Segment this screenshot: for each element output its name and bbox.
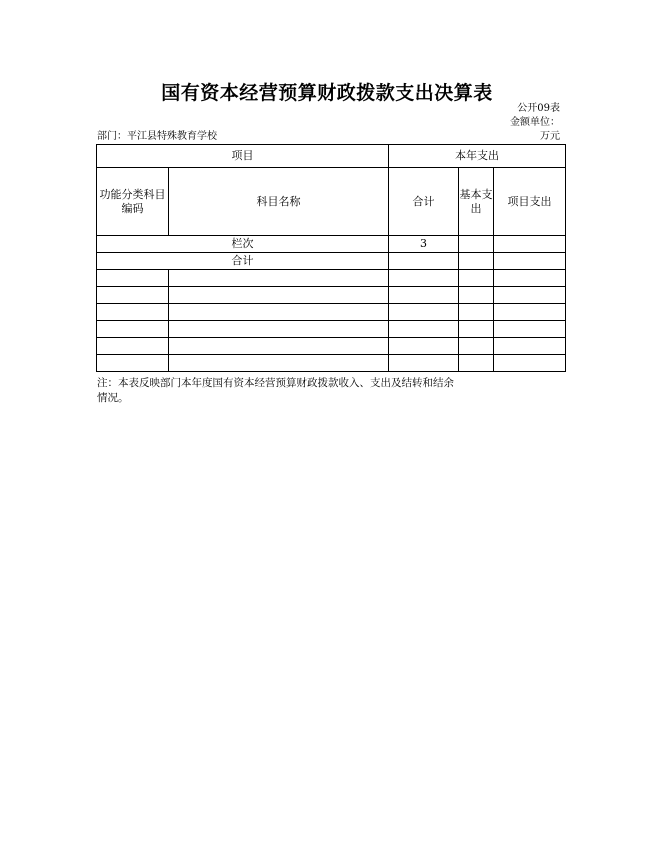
form-number: 公开09表 bbox=[517, 103, 560, 114]
table-row bbox=[97, 270, 566, 287]
header-item: 项目 bbox=[97, 145, 389, 168]
column-index-cell bbox=[494, 236, 566, 253]
table-cell bbox=[97, 287, 169, 304]
table-cell bbox=[389, 287, 459, 304]
expenditure-table bbox=[96, 144, 566, 372]
table-cell bbox=[389, 253, 459, 270]
table-cell bbox=[459, 270, 494, 287]
table-cell bbox=[459, 287, 494, 304]
table-cell bbox=[169, 321, 389, 338]
total-row-label: 合计 bbox=[97, 253, 389, 270]
table-cell bbox=[169, 304, 389, 321]
table-row bbox=[97, 321, 566, 338]
column-index-cell bbox=[459, 236, 494, 253]
table-row bbox=[97, 287, 566, 304]
table-cell bbox=[459, 338, 494, 355]
table-subheader-row bbox=[97, 168, 566, 236]
table-row bbox=[97, 355, 566, 372]
table-cell bbox=[169, 355, 389, 372]
table-cell bbox=[494, 270, 566, 287]
header-basic-expense: 基本支出 bbox=[459, 168, 494, 236]
table-cell bbox=[494, 253, 566, 270]
amount-unit-label: 金额单位： bbox=[510, 117, 560, 128]
table-cell bbox=[459, 253, 494, 270]
table-cell bbox=[389, 355, 459, 372]
table-row bbox=[97, 338, 566, 355]
table-cell bbox=[169, 338, 389, 355]
header-project-expense: 项目支出 bbox=[494, 168, 566, 236]
table-header-row bbox=[97, 145, 566, 168]
table-cell bbox=[97, 304, 169, 321]
table-cell bbox=[494, 321, 566, 338]
table-cell bbox=[97, 355, 169, 372]
table-cell bbox=[494, 338, 566, 355]
table-cell bbox=[169, 287, 389, 304]
table-cell bbox=[97, 338, 169, 355]
table-cell bbox=[459, 321, 494, 338]
table-cell bbox=[389, 338, 459, 355]
table-note: 注：本表反映部门本年度国有资本经营预算财政拨款收入、支出及结转和结余情况。 bbox=[97, 377, 454, 404]
department-label: 部门：平江县特殊教育学校 bbox=[97, 131, 217, 142]
column-index-row bbox=[97, 236, 566, 253]
table-cell bbox=[97, 270, 169, 287]
total-row bbox=[97, 253, 566, 270]
table-cell bbox=[389, 304, 459, 321]
table-cell bbox=[389, 321, 459, 338]
table-row bbox=[97, 304, 566, 321]
table-cell bbox=[494, 355, 566, 372]
column-index-label: 栏次 bbox=[97, 236, 389, 253]
table-cell bbox=[494, 287, 566, 304]
amount-unit-value: 万元 bbox=[540, 131, 560, 142]
header-function-code: 功能分类科目编码 bbox=[97, 168, 169, 236]
header-current-year-expense: 本年支出 bbox=[389, 145, 566, 168]
table-cell bbox=[494, 304, 566, 321]
table-cell bbox=[459, 355, 494, 372]
table-cell bbox=[97, 321, 169, 338]
table-cell bbox=[169, 270, 389, 287]
document-title: 国有资本经营预算财政拨款支出决算表 bbox=[161, 82, 493, 104]
column-index-cell: 3 bbox=[389, 236, 459, 253]
header-subject-name: 科目名称 bbox=[169, 168, 389, 236]
table-cell bbox=[389, 270, 459, 287]
header-total: 合计 bbox=[389, 168, 459, 236]
table-cell bbox=[459, 304, 494, 321]
